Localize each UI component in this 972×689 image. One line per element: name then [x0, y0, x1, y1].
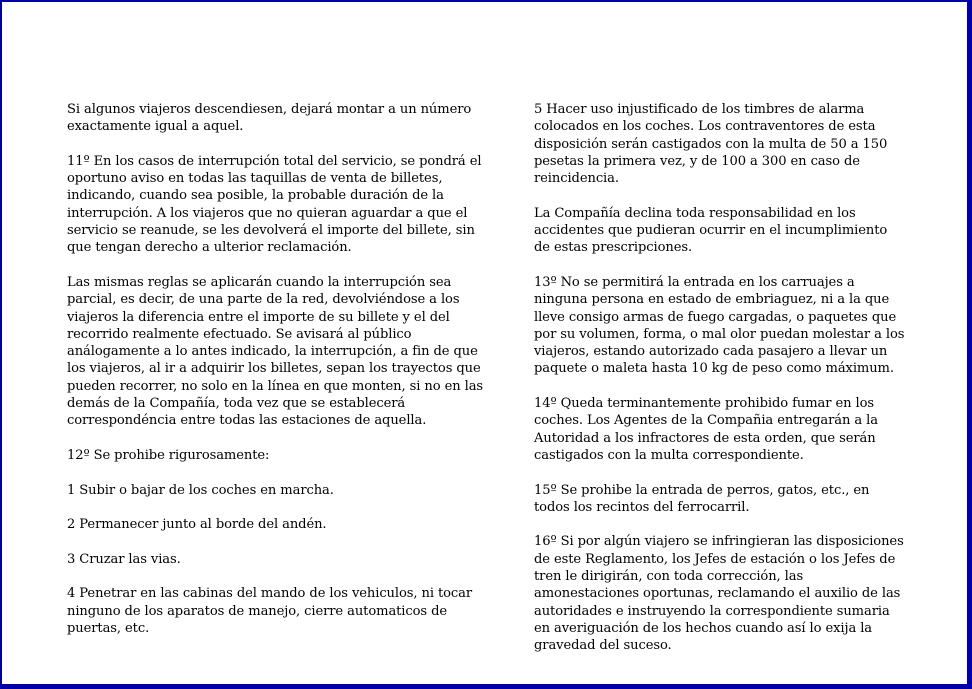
paragraph: 12º Se prohibe rigurosamente: [67, 447, 270, 463]
paragraph: 4 Penetrar en las cabinas del mando de los vehiculos, ni tocar ninguno de los aparatos de manejo, cierre automaticos de puertas, etc. [67, 586, 473, 636]
paragraph: 16º Si por algún viajero se infringieran las disposiciones de este Reglamento, los Jefes de estación o los Jefes de tren le dirigirán, con toda corrección, las amonestaciones oportunas, reclamando el auxilio de las autoridades e instruyendo la correspondiente sumaria en averiguación de los hechos cuando así lo exija la gravedad del suceso. [534, 534, 904, 654]
right-text-column [534, 101, 906, 672]
paragraph: Las mismas reglas se aplicarán cuando la interrupción sea parcial, es decir, de una parte de la red, devolviéndose a los viajeros la diferencia entre el importe de su billete y el del recorrido realmente efectuado. Se avisará al público análogamente a lo antes indicado, la interrupción, a fin de que los viajeros, al ir a adquirir los billetes, sepan los trayectos que pueden recorrer, no solo en la línea en que monten, si no en las demás de la Compañía, toda vez que se establecerá correspondéncia entre todas las estaciones de aquella. [67, 274, 484, 429]
paragraph: Si algunos viajeros descendiesen, dejará montar a un número exactamente igual a aquel. [67, 102, 472, 135]
paragraph: 14º Queda terminantemente prohibido fumar en los coches. Los Agentes de la Compañia entregarán a la Autoridad a los infractores de esta orden, que serán castigados con la multa correspondiente. [534, 396, 878, 463]
paragraph: 2 Permanecer junto al borde del andén. [67, 517, 327, 533]
paragraph: 13º No se permitirá la entrada en los carruajes a ninguna persona en estado de embriaguez, ni a la que lleve consigo armas de fuego cargadas, o paquetes que por su volumen, forma, o mal olor puedan molestar a los viajeros, estando autorizado cada pasajero a llevar un paquete o maleta hasta 10 kg de peso como máximum. [534, 274, 905, 377]
paragraph: 11º En los casos de interrupción total del servicio, se pondrá el oportuno aviso en todas las taquillas de venta de billetes, indicando, cuando sea posible, la probable duración de la interrupción. A los viajeros que no quieran aguardar a que el servicio se reanude, se les devolverá el importe del billete, sin que tengan derecho a ulterior reclamación. [67, 153, 482, 256]
paragraph: 3 Cruzar las vias. [67, 551, 181, 567]
paragraph: 1 Subir o bajar de los coches en marcha. [67, 482, 334, 498]
paragraph: La Compañía declina toda responsabilidad en los accidentes que pudieran ocurrir en el incumplimiento de estas prescripciones. [534, 205, 888, 256]
paragraph: 15º Se prohibe la entrada de perros, gatos, etc., en todos los recintos del ferrocarril. [534, 482, 870, 515]
left-text-column [67, 101, 495, 655]
paragraph: 5 Hacer uso injustificado de los timbres de alarma colocados en los coches. Los contraventores de esta disposición serán castigados con la multa de 50 a 150 pesetas la primera vez, y de 100 a 300 en caso de reincidencia. [534, 102, 888, 187]
